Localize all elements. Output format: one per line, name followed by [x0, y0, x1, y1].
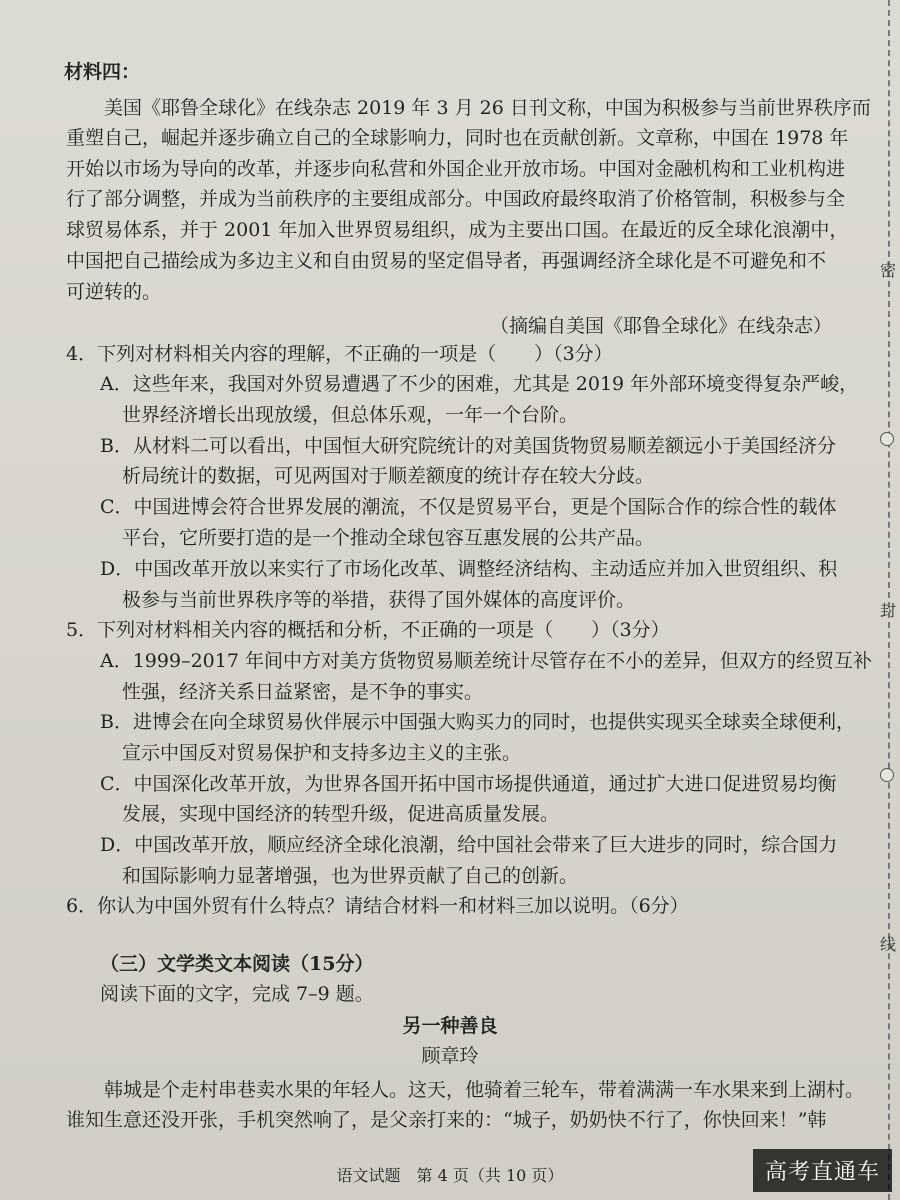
story-body-line: 谁知生意还没开张，手机突然响了，是父亲打来的：“城子，奶奶快不行了，你快回来！”韩 [66, 1109, 827, 1131]
q4-option-c: C．中国进博会符合世界发展的潮流，不仅是贸易平台，更是个国际合作的综合性的载体 [100, 496, 837, 518]
story-author: 顾章玲 [421, 1045, 479, 1067]
material4-line: 开始以市场为导向的改革，并逐步向私营和外国企业开放市场。中国对金融机构和工业机构进 [66, 158, 846, 180]
material4-line: 重塑自己，崛起并逐步确立自己的全球影响力，同时也在贡献创新。文章称，中国在 1978 年 [66, 127, 849, 149]
section3-instruction: 阅读下面的文字，完成 7–9 题。 [100, 983, 374, 1005]
q4-option-a: A．这些年来，我国对外贸易遭遇了不少的困难，尤其是 2019 年外部环境变得复杂严峻， [100, 373, 859, 395]
section3-heading: （三）文学类文本阅读（15分） [100, 953, 374, 975]
q5-stem: 5．下列对材料相关内容的概括和分析，不正确的一项是（ ）（3分） [66, 619, 670, 641]
margin-label-seal2: 封 [879, 601, 896, 620]
q5-option-c: 发展，实现中国经济的转型升级，促进高质量发展。 [122, 803, 560, 825]
story-body-line: 韩城是个走村串巷卖水果的年轻人。这天，他骑着三轮车，带着满满一车水果来到上湖村。 [104, 1079, 865, 1101]
material4-line: 可逆转的。 [66, 281, 162, 303]
material4-line: 行了部分调整，并成为当前秩序的主要组成部分。中国政府最终取消了价格管制，积极参与全 [66, 188, 846, 210]
material4-line: 美国《耶鲁全球化》在线杂志 2019 年 3 月 26 日刊文称，中国为积极参与当前世界秩序而 [104, 97, 871, 119]
q5-option-d: 和国际影响力显著增强，也为世界贡献了自己的创新。 [122, 865, 579, 887]
q6-stem: 6．你认为中国外贸有什么特点？请结合材料一和材料三加以说明。（6分） [66, 895, 689, 917]
q5-option-c: C．中国深化改革开放，为世界各国开拓中国市场提供通道，通过扩大进口促进贸易均衡 [100, 773, 837, 795]
binding-hole-icon [880, 432, 894, 446]
q5-option-a: A．1999–2017 年间中方对美方货物贸易顺差统计尽管存在不小的差异，但双方的经贸互补 [100, 650, 872, 672]
material4-source: （摘编自美国《耶鲁全球化》在线杂志） [490, 315, 833, 337]
margin-label-line: 线 [879, 935, 896, 954]
q4-stem: 4．下列对材料相关内容的理解，不正确的一项是（ ）（3分） [66, 343, 613, 365]
q5-option-b: 宣示中国反对贸易保护和支持多边主义的主张。 [122, 742, 522, 764]
material4-line: 中国把自己描绘成为多边主义和自由贸易的坚定倡导者，再强调经济全球化是不可避免和不 [66, 250, 827, 272]
q4-option-c: 平台，它所要打造的是一个推动全球包容互惠发展的公共产品。 [122, 527, 655, 549]
q4-option-b: 析局统计的数据，可见两国对于顺差额度的统计存在较大分歧。 [122, 465, 655, 487]
q4-option-d: 极参与当前世界秩序等的举措，获得了国外媒体的高度评价。 [122, 589, 636, 611]
q5-option-a: 性强，经济关系日益紧密，是不争的事实。 [122, 681, 484, 703]
margin-label-seal: 密 [879, 261, 896, 280]
q4-option-b: B．从材料二可以看出，中国恒大研究院统计的对美国货物贸易顺差额远小于美国经济分 [100, 435, 836, 457]
q4-option-a: 世界经济增长出现放缓，但总体乐观，一年一个台阶。 [122, 404, 579, 426]
material4-line: 球贸易体系，并于 2001 年加入世界贸易组织，成为主要出口国。在最近的反全球化浪潮中， [66, 219, 849, 241]
story-title: 另一种善良 [402, 1015, 498, 1037]
q5-option-b: B．进博会在向全球贸易伙伴展示中国强大购买力的同时，也提供实现买全球卖全球便利， [100, 711, 855, 733]
watermark-badge: 高考直通车 [753, 1149, 892, 1192]
material4-heading: 材料四： [64, 61, 141, 83]
q4-option-d: D．中国改革开放以来实行了市场化改革、调整经济结构、主动适应并加入世贸组织、积 [100, 558, 838, 580]
page-footer: 语文试题 第 4 页（共 10 页） [336, 1166, 564, 1185]
q5-option-d: D．中国改革开放，顺应经济全球化浪潮，给中国社会带来了巨大进步的同时，综合国力 [100, 834, 838, 856]
binding-hole-icon [880, 768, 894, 782]
